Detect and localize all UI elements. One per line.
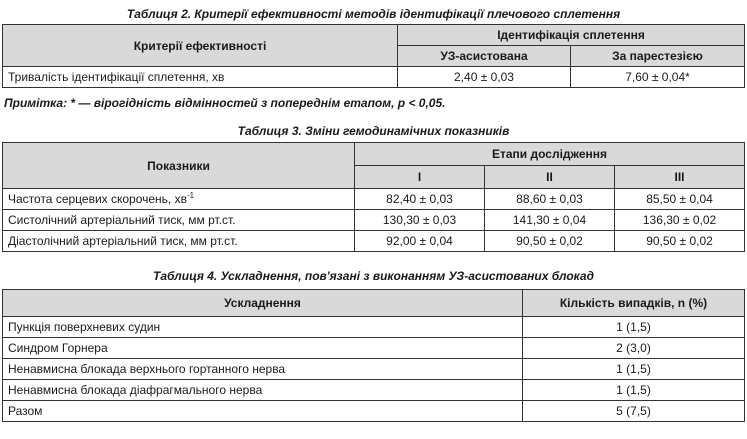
table3-cell: 85,50 ± 0,04 [615, 189, 745, 210]
table2-note: Примітка: * — вірогідність відмінностей з попереднім етапом, p < 0,05. [4, 96, 446, 110]
table-row [3, 359, 745, 380]
table-row [3, 380, 745, 401]
table2-col-group: Ідентифікація сплетення [398, 25, 745, 46]
table4-row-value: 1 (1,5) [523, 380, 745, 401]
table-row [3, 317, 745, 338]
table-row [3, 210, 745, 231]
table4-header-row [3, 290, 745, 317]
table4-row-label: Пункція поверхневих судин [3, 317, 523, 338]
table3-caption: Таблиця 3. Зміни гемодинамічних показників [237, 124, 510, 138]
table2-row-par: 7,60 ± 0,04* [571, 67, 745, 88]
table4-row-value: 1 (1,5) [523, 317, 745, 338]
table-row [3, 401, 745, 422]
table3-row-label: Систолічний артеріальний тиск, мм рт.ст. [3, 210, 355, 231]
table-row [3, 189, 745, 210]
table2-row-us: 2,40 ± 0,03 [398, 67, 571, 88]
table2-row-label: Тривалість ідентифікації сплетення, хв [3, 67, 398, 88]
table4-row-label: Синдром Горнера [3, 338, 523, 359]
table3-stage-2: II [485, 166, 615, 189]
table4-row-label: Ненавмисна блокада верхнього гортанного нерва [3, 359, 523, 380]
table3-cell: 88,60 ± 0,03 [485, 189, 615, 210]
table3 [2, 142, 745, 252]
table3-col-group: Етапи дослідження [355, 143, 745, 166]
table3-cell: 90,50 ± 0,02 [485, 231, 615, 252]
table4 [2, 289, 745, 422]
table4-row-value: 5 (7,5) [523, 401, 745, 422]
table2-header-row [3, 25, 745, 46]
table4-row-value: 1 (1,5) [523, 359, 745, 380]
table3-row-label: Діастолічний артеріальний тиск, мм рт.ст. [3, 231, 355, 252]
table2-col-us: УЗ-асистована [398, 46, 571, 67]
table3-header-row [3, 143, 745, 166]
table4-row-label: Ненавмисна блокада діафрагмального нерва [3, 380, 523, 401]
table-row [3, 231, 745, 252]
table3-stage-3: III [615, 166, 745, 189]
table2-col-par: За парестезією [571, 46, 745, 67]
table3-stage-1: I [355, 166, 485, 189]
table3-cell: 90,50 ± 0,02 [615, 231, 745, 252]
table-row [3, 338, 745, 359]
table2 [2, 24, 745, 88]
table2-caption: Таблиця 2. Критерії ефективності методів ідентифікації плечового сплетення [126, 7, 621, 21]
table3-cell: 130,30 ± 0,03 [355, 210, 485, 231]
table3-cell: 136,30 ± 0,02 [615, 210, 745, 231]
table2-col-criteria: Критерії ефективності [3, 25, 398, 67]
table3-row-label: Частота серцевих скорочень, $хв^{-1}$ [3, 189, 355, 210]
table4-row-label: Разом [3, 401, 523, 422]
table4-col-count: Кількість випадків, n (%) [523, 290, 745, 317]
table4-caption: Таблиця 4. Ускладнення, пов'язані з виконанням УЗ-асистованих блокад [153, 269, 594, 283]
table3-cell: 141,30 ± 0,04 [485, 210, 615, 231]
table3-cell: 92,00 ± 0,04 [355, 231, 485, 252]
table-row [3, 67, 745, 88]
table4-row-value: 2 (3,0) [523, 338, 745, 359]
table3-cell: 82,40 ± 0,03 [355, 189, 485, 210]
table3-col-indicators: Показники [3, 143, 355, 189]
unit-superscript: -1 [186, 191, 195, 200]
table4-col-complication: Ускладнення [3, 290, 523, 317]
